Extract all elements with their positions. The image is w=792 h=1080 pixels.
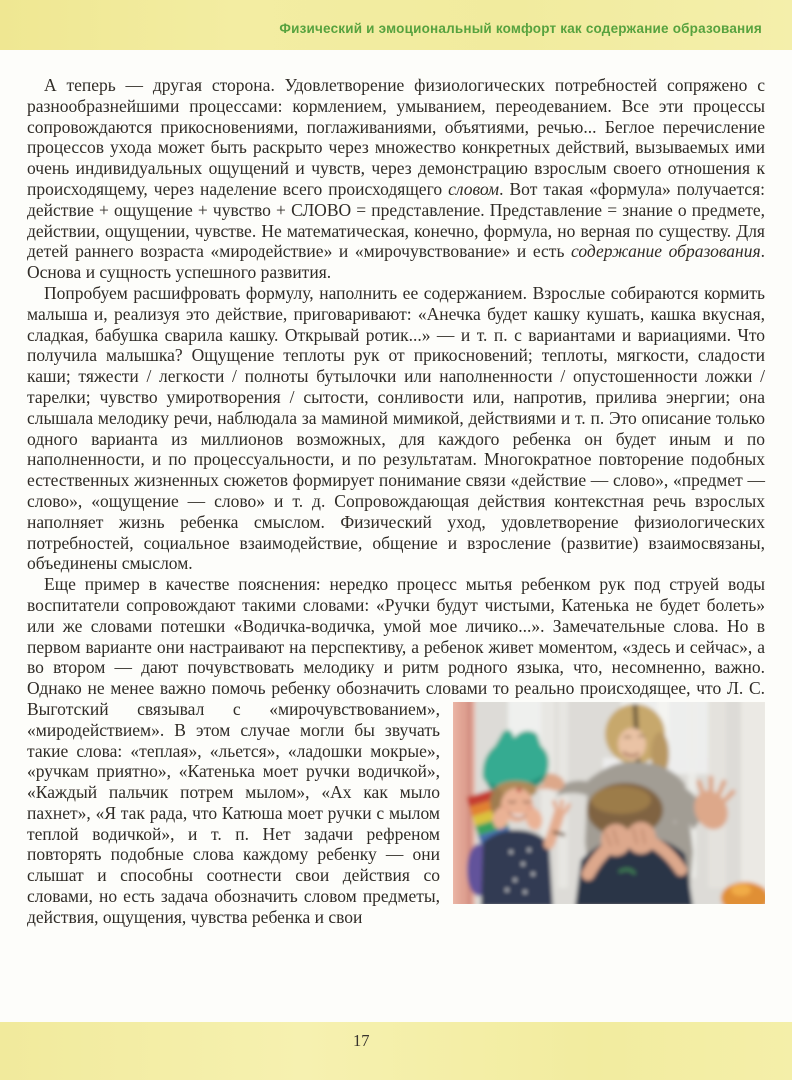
paragraph-1	[27, 75, 765, 283]
page-header-band	[0, 0, 792, 50]
paragraph-2	[27, 283, 765, 574]
paragraph-2-text: Попробуем расшифровать формулу, наполнить ее содержанием. Взрослые собираются кормить малыша и, реализуя это действие, приговаривают: «Анечка будет кашку кушать, кашка вкусная, сладкая, бабушка сварила кашку. Открывай ротик...» — и т. п. с вариантами и вариациями. Что получила малышка? Ощущение теплоты рук от прикосновений; теплоты, мягкости, сладости каши; тяжести / легкости / полноты бутылочки или наполненности / опустошенности ложки / тарелки; чувство умиротворения / сытости, сонливости или, напротив, прилива энергии; она слышала мелодику речи, наблюдала за маминой мимикой, действиями и т. п. Это описание только одного варианта из миллионов возможных, для каждого ребенка он будет иным и по наполненности, и по процессуальности, и по результатам. Многократное повторение подобных естественных жизненных сюжетов формирует понимание связи «действие — слово», «предмет — слово», «ощущение — слово» и т. д. Сопровождающая действия контекстная речь взрослых наполняет жизнь ребенка смыслом. Физический уход, удовлетворение физиологических потребностей, социальное взаимодействие, общение и взросление (развитие) взаимосвязаны, объединены смыслом.	[27, 282, 765, 574]
paragraph-1-text: . Вот такая «формула» получается: действие + ощущение + чувство + СЛОВО = представление. Представление = знание о предмете, действии, ощущении, чувстве. Не математическая, конечно, формула, но верная по существу. Для детей раннего возраста «миродействие» и «мирочувствование» и есть	[27, 178, 765, 262]
page-body	[0, 50, 792, 1022]
page-footer-band	[0, 1022, 792, 1080]
italic-term-slovom: словом	[448, 178, 500, 199]
running-header: Физический и эмоциональный комфорт как содержание образования	[279, 21, 762, 36]
paragraph-1-text: . Основа и сущность успешного развития.	[27, 241, 765, 283]
paragraph-3	[27, 574, 765, 928]
paragraph-3-text-a: Еще пример в качестве пояснения: нередко процесс мытья ребенком рук под струей воды воспитатели сопровождают такими словами: «Ручки будут чистыми, Катенька не будет болеть» или же словами потешки «Водичка-водичка, умой мое личико...». Замечательные слова. Но в первом варианте они настраивают на перспективу, а ребенок живет моментом, «здесь и сейчас», а во втором — дают почувствовать мелодику и ритм родного языка, что, несомненно, важно. Однако не менее важно помочь ребенку обозначить словами то реально происходящее,	[27, 574, 765, 699]
paragraph-3-text-b: что Л. С. Выготский связывал с «мирочувствованием», «миродействием». В этом случае могли бы звучать такие слова: «теплая», «льется», «ладошки мокрые», «ручкам приятно», «Катенька моет ручки водичкой», «Каждый пальчик потрем мылом», «Ах как мыло пахнет», «Я так рада, что Катюша моет ручки с мылом теплой водичкой», и т. п. Нет задачи рефреном повторять подобные слова каждому ребенку — они слышат и способны соотнести свои действия со словами, но есть задача обозначить словом предметы, действия, ощущения, чувства ребенка и свои	[27, 678, 765, 927]
paragraph-1-text: А теперь — другая сторона. Удовлетворение физиологических потребностей сопряжено с разнообразнейшими процессами: кормлением, умыванием, переодеванием. Все эти процессы сопровождаются прикосновениями, поглаживаниями, объятиями, речью... Беглое перечисление процессов ухода может быть раскрыто через множество конкретных действий, вызываемых ими очень индивидуальных ощущений и чувств, через демонстрацию взрослым своего отношения к происходящему, через наделение всего происходящего	[27, 75, 765, 199]
photo-illustration	[453, 702, 765, 904]
photo-children-washing	[453, 702, 765, 904]
page-number: 17	[353, 1031, 370, 1050]
italic-term-soderzhanie: содержание образования	[571, 241, 761, 262]
